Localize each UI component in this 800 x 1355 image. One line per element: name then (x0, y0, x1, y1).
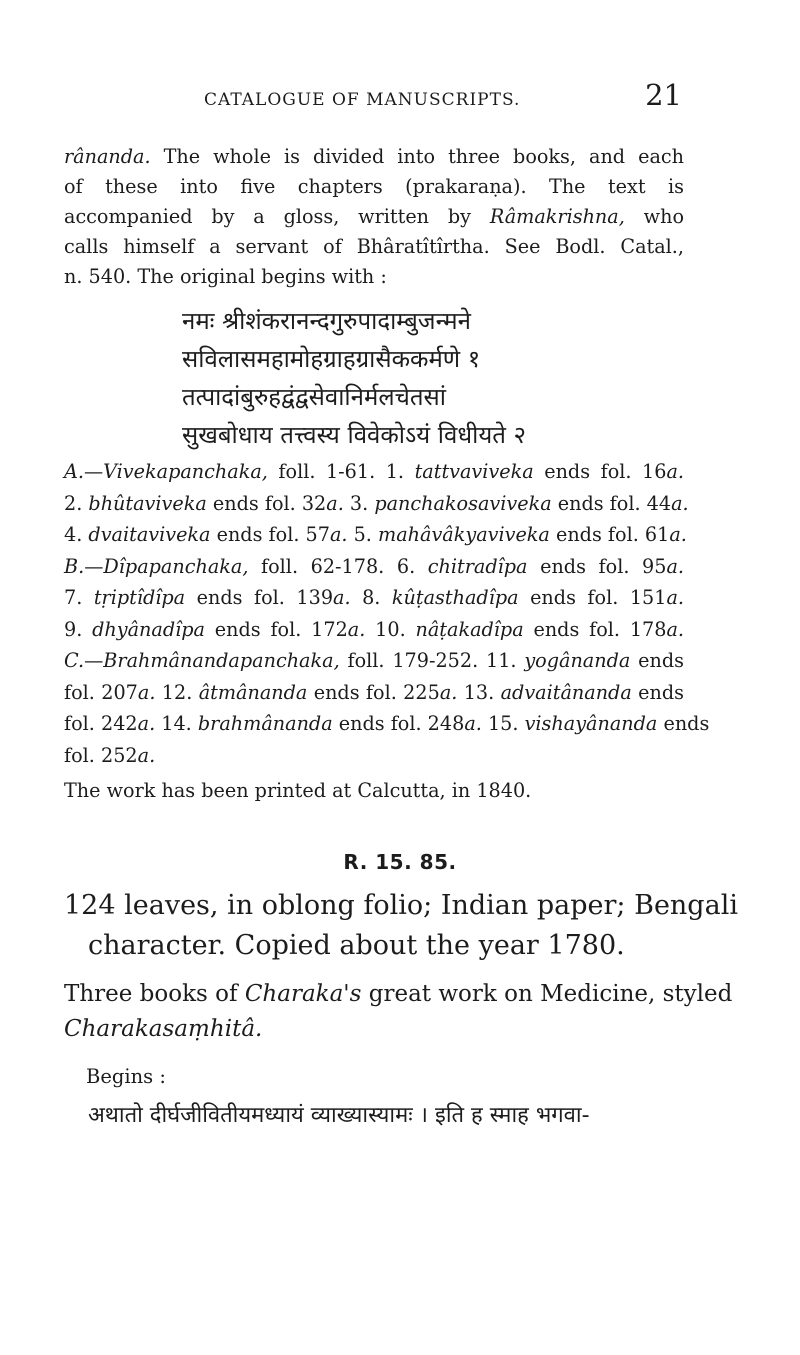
begins-label: Begins : (86, 1065, 166, 1088)
page-number: 21 (645, 78, 682, 112)
entry-paragraph (64, 977, 733, 1047)
contents-line: fol. 252a. (64, 743, 156, 767)
shelfmark-heading: R. 15. 85. (343, 850, 457, 874)
entry-description (64, 886, 738, 966)
text-line: calls himself a servant of Bhâratîtîrtha. See Bodl. Catal., (64, 235, 684, 258)
contents-line: B.—Dîpapanchaka, foll. 62-178. 6. chitradîpa ends fol. 95a. (64, 554, 684, 578)
header-title: CATALOGUE OF MANUSCRIPTS. (204, 90, 521, 110)
verse-line: सविलासमहामोहग्राहग्रासैककर्मणे १ (182, 345, 481, 373)
sanskrit-verse (182, 302, 622, 454)
contents-line: A.—Vivekapanchaka, foll. 1-61. 1. tattvaviveka ends fol. 16a. (64, 460, 684, 483)
verse-line: तत्पादांबुरुहद्वंद्वसेवानिर्मलचेतसां (182, 383, 446, 411)
text-line: accompanied by a gloss, written by Râmakrishna, who (64, 205, 684, 228)
begins-sanskrit: अथातो दीर्घजीवितीयमध्यायं व्याख्यास्यामः । इति ह स्माह भगवा- (88, 1103, 590, 1128)
intro-paragraph (64, 142, 684, 292)
para-line: Charakasaṃhitâ. (64, 1016, 263, 1042)
verse-line: सुखबोधाय तत्त्वस्य विवेकोऽयं विधीयते २ (182, 421, 527, 449)
para-line: Three books of Charaka's great work on Medicine, styled (64, 981, 733, 1007)
desc-line: character. Copied about the year 1780. (88, 930, 625, 961)
contents-line: 7. tṛiptîdîpa ends fol. 139a. 8. kûṭasthadîpa ends fol. 151a. (64, 586, 685, 609)
contents-list (64, 456, 710, 807)
running-header (204, 78, 682, 114)
contents-line: C.—Brahmânandapanchaka, foll. 179-252. 11. yogânanda ends (64, 649, 684, 672)
contents-line: 2. bhûtaviveka ends fol. 32a. 3. panchakosaviveka ends fol. 44a. (64, 491, 689, 515)
contents-line: fol. 242a. 14. brahmânanda ends fol. 248a. 15. vishayânanda ends (64, 712, 710, 735)
desc-line: 124 leaves, in oblong folio; Indian paper; Bengali (64, 890, 738, 921)
text-line: n. 540. The original begins with : (64, 265, 387, 288)
printed-note: The work has been printed at Calcutta, in 1840. (64, 779, 532, 802)
text-line: of these into five chapters (prakaraṇa). The text is (64, 175, 684, 198)
contents-line: 9. dhyânadîpa ends fol. 172a. 10. nâṭakadîpa ends fol. 178a. (64, 617, 685, 641)
contents-line: fol. 207a. 12. âtmânanda ends fol. 225a. 13. advaitânanda ends (64, 680, 684, 704)
verse-line: नमः श्रीशंकरानन्दगुरुपादाम्बुजन्मने (182, 307, 471, 335)
text-line: rânanda. The whole is divided into three books, and each (64, 145, 684, 168)
contents-line: 4. dvaitaviveka ends fol. 57a. 5. mahâvâkyaviveka ends fol. 61a. (64, 523, 687, 546)
